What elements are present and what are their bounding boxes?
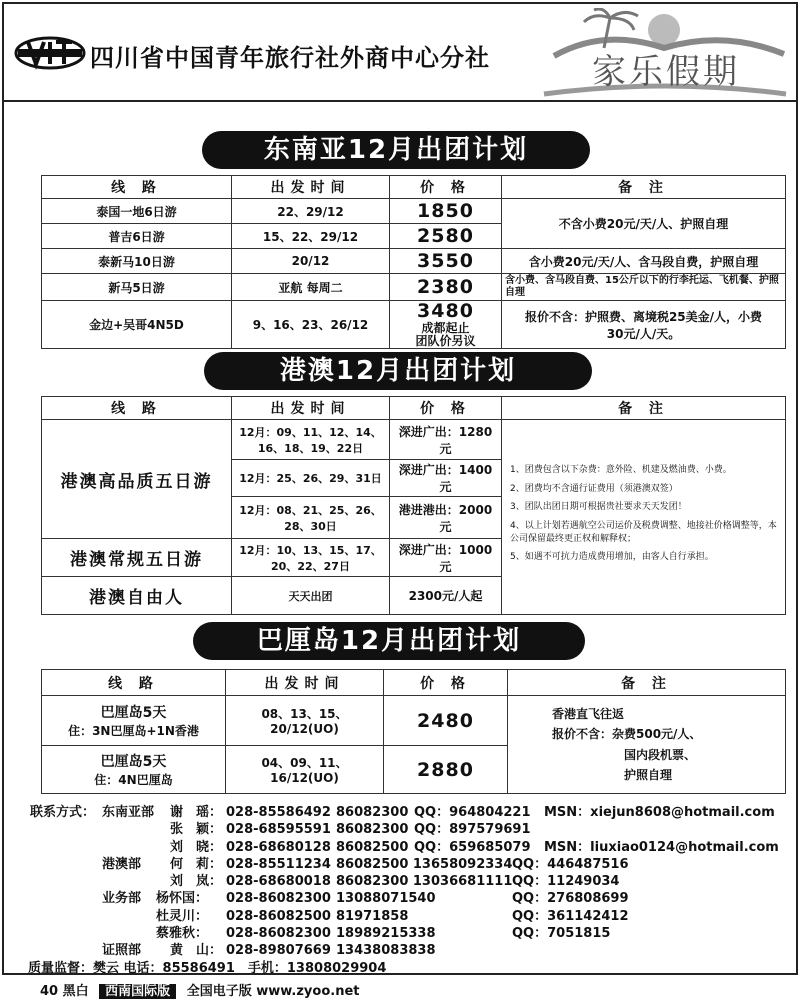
table-header-row	[42, 176, 786, 199]
col-route: 线 路	[42, 397, 232, 420]
dept: 证照部	[102, 943, 142, 959]
phone: 028-68680018	[226, 874, 331, 890]
table-row	[42, 249, 786, 274]
qq: QQ：7051815	[512, 926, 611, 942]
dates: 12月：08、21、25、26、28、30日	[232, 497, 390, 539]
price: 深进广出：1000元	[390, 539, 502, 577]
price: 3480	[417, 300, 474, 322]
qq: QQ：276808699	[512, 891, 629, 907]
msn: MSN：liuxiao0124@hotmail.com	[544, 839, 779, 855]
phone2: 13438083838	[336, 943, 436, 959]
route-cell	[42, 696, 226, 746]
col-route: 线 路	[42, 670, 226, 696]
price: 2880	[384, 746, 508, 794]
name: 刘 晓：	[170, 839, 223, 855]
qq: QQ：897579691	[414, 822, 531, 838]
dates: 12月：10、13、15、17、20、22、27日	[232, 539, 390, 577]
col-dates: 出发时间	[232, 397, 390, 420]
col-price: 价 格	[384, 670, 508, 696]
table-row	[42, 301, 786, 349]
col-notes: 备 注	[508, 670, 786, 696]
phone: 028-86082300	[226, 926, 331, 942]
dates: 22、29/12	[232, 199, 390, 224]
bali-notes	[508, 696, 786, 794]
dates: 亚航 每周二	[232, 274, 390, 301]
name: 杨怀国：	[156, 891, 209, 907]
route: 港澳常规五日游	[42, 539, 232, 577]
price-note: 成都起止	[421, 320, 470, 335]
route: 港澳高品质五日游	[42, 420, 232, 539]
price: 2300元/人起	[390, 577, 502, 615]
note-title: 香港直飞往返	[552, 706, 625, 721]
phone: 028-89807669	[226, 943, 331, 959]
phone2: 18989215338	[336, 926, 436, 942]
name: 张 颖：	[170, 822, 223, 838]
route-cell	[42, 746, 226, 794]
msn: MSN：xiejun8608@hotmail.com	[544, 805, 775, 820]
stay: 住：4N巴厘岛	[94, 773, 173, 787]
price: 港进港出：2000元	[390, 497, 502, 539]
phone: 028-86082300	[226, 891, 331, 907]
note: 不含小费20元/天/人、护照自理	[502, 199, 786, 249]
route: 泰新马10日游	[42, 249, 232, 274]
price: 3550	[390, 249, 502, 274]
dept: 业务部	[102, 891, 142, 907]
site: 全国电子版 www.zyoo.net	[186, 984, 360, 999]
col-notes: 备 注	[502, 397, 786, 420]
table-row	[42, 274, 786, 301]
dates: 12月：25、26、29、31日	[232, 460, 390, 497]
dates: 天天出团	[232, 577, 390, 615]
stay: 住：3N巴厘岛+1N香港	[68, 724, 199, 738]
contact-label: 联系方式：	[30, 805, 96, 820]
route: 泰国一地6日游	[42, 199, 232, 224]
name: 何 莉：	[170, 856, 223, 872]
bali-table	[41, 669, 786, 794]
phone2: 86082300 13036681111	[336, 874, 513, 890]
price: 深进广出：1400元	[390, 460, 502, 497]
phone: 028-85586492	[226, 805, 331, 820]
route: 巴厘岛5天	[100, 705, 167, 721]
price: 2480	[384, 696, 508, 746]
price: 2580	[390, 224, 502, 249]
phone: 028-68595591	[226, 822, 331, 838]
name: 谢 瑶：	[170, 805, 223, 820]
note-line: 3、团队出团日期可根据贵社要求天天发团！	[510, 502, 687, 513]
name: 黄 山：	[170, 943, 223, 959]
brand-name: 家乐假期	[592, 52, 740, 92]
footer	[40, 980, 360, 998]
phone: 028-86082500	[226, 908, 331, 924]
note-line: 1、团费包含以下杂费：意外险、机建及燃油费、小费。	[510, 465, 732, 476]
table-row	[42, 696, 786, 746]
table-row	[42, 420, 786, 460]
table-header-row	[42, 397, 786, 420]
note-line: 国内段机票、	[624, 747, 697, 762]
note-line: 5、如遇不可抗力造成费用增加，由客人自行承担。	[510, 552, 714, 563]
note-line: 报价不含：杂费500元/人、	[552, 727, 702, 742]
table-row	[42, 199, 786, 224]
route: 新马5日游	[42, 274, 232, 301]
dates: 15、22、29/12	[232, 224, 390, 249]
hkmo-banner: 港澳12月出团计划	[204, 352, 592, 390]
phone2: 13088071540	[336, 891, 436, 907]
phone2: 86082500	[336, 839, 409, 855]
qq: QQ：659685079	[414, 839, 531, 855]
page-number: 40 黑白	[40, 984, 89, 999]
note: 含小费20元/天/人、含马段自费，护照自理	[502, 249, 786, 274]
price: 1850	[390, 199, 502, 224]
section-name: 西南国际版	[99, 984, 176, 999]
qq: QQ：446487516	[512, 856, 629, 872]
route: 巴厘岛5天	[100, 754, 167, 770]
dates: 04、09、11、16/12(UO)	[226, 746, 384, 794]
name: 杜灵川：	[156, 908, 209, 924]
col-notes: 备 注	[502, 176, 786, 199]
phone2: 81971858	[336, 908, 409, 924]
qq: QQ：964804221	[414, 805, 531, 820]
table-header-row	[42, 670, 786, 696]
dates: 20/12	[232, 249, 390, 274]
hkmo-table	[41, 396, 786, 615]
qq: QQ：361142412	[512, 908, 629, 924]
route: 普吉6日游	[42, 224, 232, 249]
cyts-logo-icon	[14, 36, 86, 70]
sea-banner: 东南亚12月出团计划	[202, 131, 590, 169]
route: 港澳自由人	[42, 577, 232, 615]
note-line: 4、以上计划若遇航空公司运价及税费调整、地接社价格调整等，本公司保留最终更正权和解释权；	[510, 521, 777, 544]
col-dates: 出发时间	[232, 176, 390, 199]
note-line: 护照自理	[624, 767, 673, 782]
name: 刘 岚：	[170, 874, 223, 890]
price: 2380	[390, 274, 502, 301]
dept: 东南亚部	[102, 805, 155, 820]
col-price: 价 格	[390, 176, 502, 199]
phone2: 86082300	[336, 805, 409, 820]
bali-banner: 巴厘岛12月出团计划	[193, 622, 585, 660]
col-price: 价 格	[390, 397, 502, 420]
price-note: 团队价另议	[415, 333, 476, 348]
phone: 028-85511234	[226, 856, 331, 872]
company-name: 四川省中国青年旅行社外商中心分社	[90, 44, 490, 72]
phone2: 86082300	[336, 822, 409, 838]
col-route: 线 路	[42, 176, 232, 199]
dept: 港澳部	[102, 856, 142, 872]
note: 报价不含：护照费、离境税25美金/人，小费30元/人/天。	[502, 301, 786, 349]
phone2: 86082500 13658092334	[336, 856, 513, 872]
price-cell	[390, 301, 502, 349]
phone: 028-68680128	[226, 839, 331, 855]
col-dates: 出发时间	[226, 670, 384, 696]
note-line: 2、团费均不含通行证费用（须港澳双签）	[510, 483, 678, 494]
route: 金边+吴哥4N5D	[42, 301, 232, 349]
quality-supervision: 质量监督：樊云 电话：85586491 手机：13808029904	[28, 960, 387, 976]
name: 蔡雅秋：	[156, 926, 209, 942]
dates: 12月：09、11、12、14、16、18、19、22日	[232, 420, 390, 460]
sea-table	[41, 175, 786, 349]
price: 深进广出：1280元	[390, 420, 502, 460]
hkmo-notes	[502, 420, 786, 615]
qq: QQ：11249034	[512, 874, 620, 890]
note: 含小费、含马段自费、15公斤以下的行李托运、飞机餐、护照自理	[502, 274, 786, 301]
header	[4, 4, 796, 102]
dates: 9、16、23、26/12	[232, 301, 390, 349]
dates: 08、13、15、20/12(UO)	[226, 696, 384, 746]
